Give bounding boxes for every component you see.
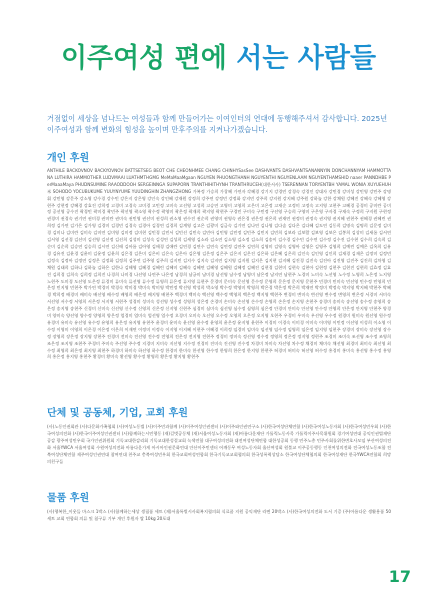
goods-heading: 물품 후원 bbox=[47, 493, 90, 504]
page-title bbox=[0, 42, 437, 76]
individual-donors-list: ANTHILE BACKOVNOV BACKYOVNOV BATTSETSEG BEOT CHE CHEONHMEE CHANG CHINHYSasSee DASHVANTS DASHVANTSANANNYIN DONCHANNYAM HAMMOTTANA LUTHIRA HAMMOTHER LUDVMAAI LUATHMTHGMG MeMaMaaMgaan NGUYEN PHUONGTHANH NGUYENTHI NGUYENLAAM NGUYENTHAMSHID naaer PANNDHBE PerMaaaMaya PHUDNSUMINE RAAODDOOH SERGEINNGA SUPAPORN TRANTHIHITHYNH TRANTHRUCEH(대한서사) TSERENNAN TORYENTBH YAMAL WONIA XUYUEHUH 米 SOHODO YOCUBUKUME YUUYNYUME YUUDINGHIN ZHANGZHONG 가복정 가승희 가창혜 가연자 각혜경 강기지 강경민 강경숙 강경인 강대자 강민경 강미성 강민영 강민주 강명휘 강민영 강문주 강소영 강수경 강수민 강은지 강은영 강인숙 강인혜 강재원 강정희 강주연 강정민 강정화 강지민 강주희 강지원 강지혜 강주원 강하늘 강한 강채원 강혜진 강혜숙 강혜영 강현주 강현정 강혜경 강효진 강희정 고경미 고경숙 고미경 고민정 고미숙 고선영 고성희 고승연 고영미 고영희 고은미 고은정 고재순 고정미 고정숙 고지영 고현주 고혜경 공경미 공미란 공미정 공선영 공수진 곽경민 곽미경 곽민주 곽선영 곽소영 곽수정 곽영미 곽은정 곽재희 곽지영 곽현주 구경민 구미숙 구민정 구선영 구승희 구영미 구은영 구자경 구재숙 구정희 구지원 구현정 권경미 권경숙 권기연 권미경 권미란 권미숙 권민영 권선미 권성희 권소영 권수진 권순희 권영미 권영숙 권은경 권은정 권은희 권재연 권정미 권정숙 권지영 권지혜 권현주 권혜경 권혜린 권희정 김가연 김가은 김가영 김경미 김경민 김경숙 김경아 김경연 김경희 김계영 김고은 김광미 김금숙 김기연 김나연 김나영 김다솜 김다은 김다혜 김도연 김동희 김명숙 김명희 김문정 김미경 김미나 김미란 김미숙 김미연 김미영 김미정 김미현 김민경 김민서 김민선 김민숙 김민아 김민영 김민정 김민주 김민지 김민희 김보라 김보람 김보영 김보은 김봉희 김상미 김새롬 김서연 김서영 김선경 김선미 김선영 김선정 김선희 김성미 김성숙 김성연 김성희 김세영 김소라 김소연 김소영 김소정 김소희 김송이 김수경 김수민 김수연 김수정 김수진 김수현 김수희 김숙희 김순미 김순희 김승연 김승희 김시연 김신애 김아름 김아영 김애경 김애란 김연경 김연수 김연숙 김연정 김연주 김연희 김영미 김영숙 김영아 김영은 김영주 김영희 김예린 김예은 김옥희 김유경 김유진 김윤경 김윤미 김윤정 김윤희 김은경 김은미 김은비 김은숙 김은아 김은영 김은정 김은주 김은지 김은진 김은하 김은혜 김은희 김인숙 김인영 김인희 김재경 김재은 김정미 김정민 김정숙 김정아 김정연 김정은 김정화 김정희 김주연 김주영 김주희 김지민 김지수 김지숙 김지연 김지영 김지원 김지은 김지현 김지혜 김진경 김진숙 김진아 김진영 김진주 김진희 김차영 김채원 김태희 김하나 김하늘 김하은 김한나 김해영 김혜경 김혜린 김혜미 김혜숙 김혜연 김혜영 김혜원 김혜정 김혜진 김현경 김현미 김현숙 김현아 김현정 김현주 김현진 김현희 김효정 김효진 김희경 김희숙 김희정 김희진 나경희 나미경 나선영 나연주 나은정 남경희 남궁미 남미경 남선영 남수정 남영미 남은정 남지연 남현주 노경미 노미숙 노선영 노수정 노영희 노은정 노지영 노현주 도미경 도선영 도은정 류경미 류미숙 류선영 류수정 류영희 류은정 류지영 류현주 문경미 문미숙 문선영 문수정 문영희 문은정 문지영 문현주 민경미 민미숙 민선영 민수정 민영희 민은정 민지영 민현주 박가연 박경미 박경숙 박미경 박미숙 박미영 박민정 박선영 박성희 박소영 박수정 박영미 박영희 박은경 박은정 박은희 박재연 박정미 박정숙 박지영 박지혜 박현주 박혜경 박희정 배경미 배미숙 배선영 배수정 배영희 배은정 배지영 배현주 백경미 백미숙 백선영 백수정 백영희 백은정 백지영 백현주 변경미 변미숙 변선영 변수정 변영희 변은정 서경미 서미숙 서선영 서수정 서영희 서은정 서지영 서현주 성경미 성미숙 성선영 성수정 성영희 성은정 손경미 손미숙 손선영 손수정 손영희 손은정 손지영 손현주 송경미 송미숙 송선영 송수정 송영희 송은정 송지영 송현주 신경미 신미숙 신선영 신수정 신영희 신은정 신지영 신현주 심경미 심미숙 심선영 심수정 심영희 심은정 안경미 안미숙 안선영 안수정 안영희 안은정 안지영 안현주 양경미 양미숙 양선영 양수정 양영희 양은정 엄경미 엄미숙 엄선영 엄수정 오경미 오미숙 오선영 오수정 오영희 오은정 오지영 오현주 우경미 우미숙 우선영 우수정 원경미 원미숙 원선영 원수정 유경미 유미숙 유선영 유수정 유영희 유은정 유지영 유현주 윤경미 윤미숙 윤선영 윤수정 윤영희 윤은정 윤지영 윤현주 이경미 이경숙 이미경 이미숙 이미영 이민정 이선영 이성희 이소영 이수정 이영미 이영희 이은경 이은정 이은희 이재연 이정미 이정숙 이지영 이지혜 이현주 이혜경 이희정 임경미 임미숙 임선영 임수정 임영희 임은정 임지영 임현주 장경미 장미숙 장선영 장수정 장영희 장은정 장지영 장현주 전경미 전미숙 전선영 전수정 전영희 전은정 전지영 전현주 정경미 정미숙 정선영 정수정 정영희 정은정 정지영 정현주 조경미 조미숙 조선영 조수정 조영희 조은정 조지영 조현주 주경미 주미숙 주선영 주수정 지경미 지미숙 지선영 지수정 진경미 진미숙 진선영 진수정 차경미 차미숙 차선영 차수정 채경미 채미숙 채선영 최경미 최미숙 최선영 최수정 최영희 최은정 최지영 최현주 하경미 하미숙 하선영 하수정 한경미 한미숙 한선영 한수정 한영희 한은정 한지영 한현주 허경미 허미숙 허선영 허수정 홍경미 홍미숙 홍선영 홍수정 홍영희 홍은정 홍지영 홍현주 황경미 황미숙 황선영 황수정 황영희 황은정 황지영 황현주 bbox=[47, 168, 391, 360]
page-number: 17 bbox=[388, 567, 411, 586]
individual-heading: 개인 후원 bbox=[47, 153, 90, 164]
page-title-part1: 이주여성 편에 bbox=[60, 43, 237, 74]
organization-heading: 단체 및 공동체, 기업, 교회 후원 bbox=[47, 408, 188, 419]
intro-text: 거점없이 세상을 넘나드는 여성들과 함께 만들어가는 이여인터의 연대에 동행해주셔서 감사합니다. 2025년 이주여성과 함께 변화의 힘성을 높이며 만후주의를 지켜나가겠습니다. bbox=[47, 114, 388, 134]
organization-donors-list: (사)노동인권회관 (사)다문화가족협회 (사)여성노동법 (사)이주민과함께 (사)이주여성인권센터 (사)이주와인권연구소 (사)한국여성단체연합 (사)한국여성노동자회 (사)한국여성민우회 (사)한국여성의전화 (사)한국이주여성인권센터 (사)함께하는시민행동 (재)길벗공동체 (재)서울여성노동자회 (재)아름다운재단 가톨릭노동사목 가톨릭이주사목위원회 경기여성연대 공익인권법재단공감 광주여성민우회 국가인권위원회 기독교대한감리회 기독교대한성결교회 녹색연합 대구여성의전화 대전여성단체연합 대한성공회 동행 민주노총 민주사회를위한변호사모임 부산여성의전화 서울YWCA 서울여성회 수원여성의전화 아름다운가게 아시아인권문화연대 안산이주민센터 어깨동무 여성노동자회 울산여성회 원불교 이주공동행동 인천여성의전화 전국여성노동조합 전북여성단체연합 제주여성인권연대 참여연대 천주교 충북여성민우회 한국교회여성연합회 한국기독교교회협의회 한국성폭력상담소 한국여성단체협의회 한국여성재단 한국YWCA연합회 희망의친구들 bbox=[47, 424, 391, 464]
goods-donors-list: (사)행복한_이웃들 마스크 1박스 (사)함께하는세상 생필품 세트 (재)서울특별시사회복지협의회 식료품 지원 공익재단 라면 20박스 (사)한국여성의전화 도서 기증 (주)아름다운 생활용품 50세트 교회 연합회 의류 및 침구류 기부 개인 후원자 쌀 10kg 20포대 bbox=[47, 509, 391, 521]
page-title-part2: 서는 사람들 bbox=[236, 43, 377, 74]
